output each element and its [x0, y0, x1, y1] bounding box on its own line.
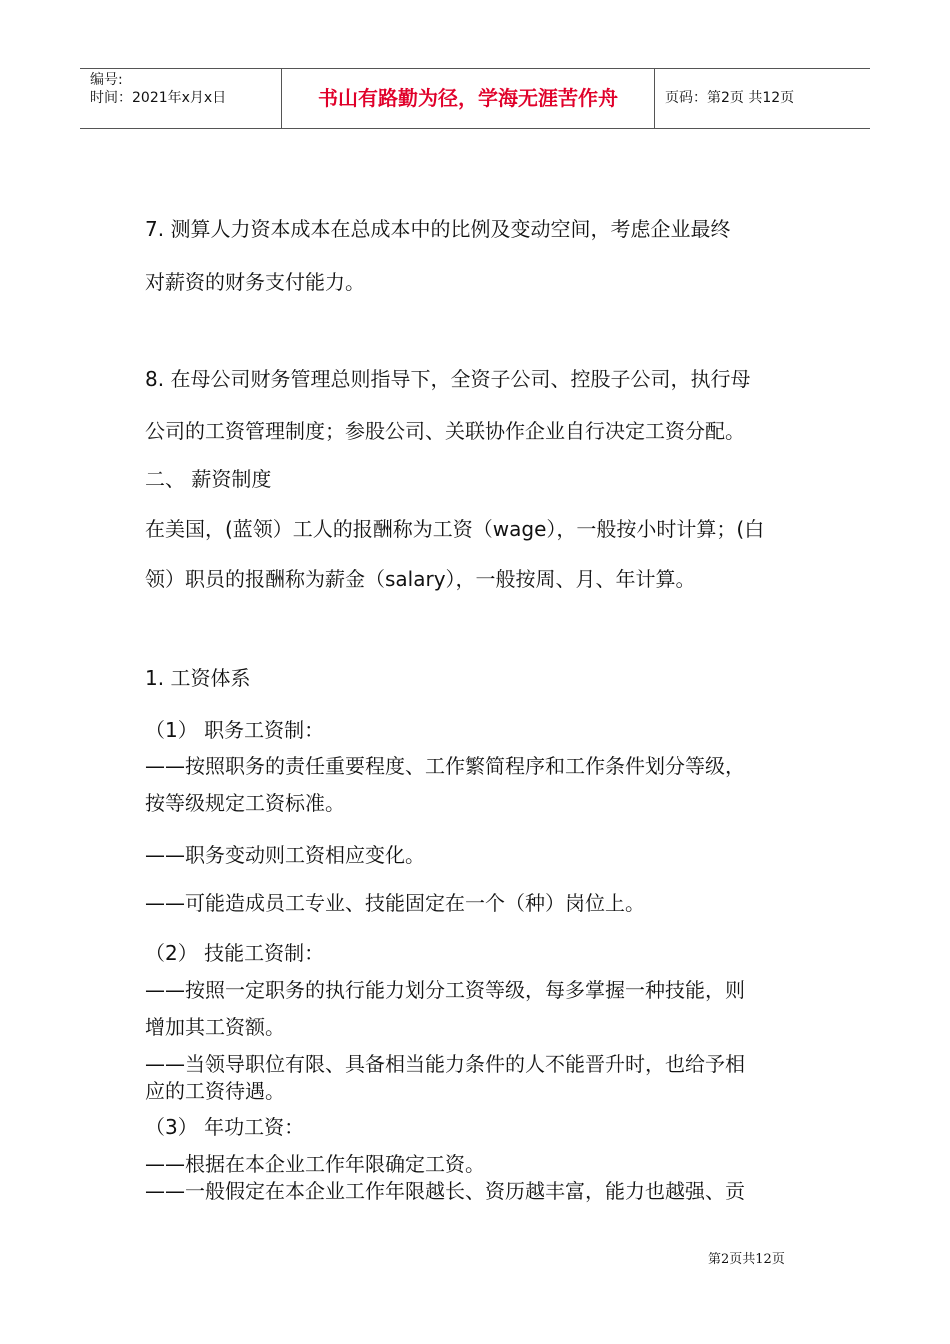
paragraph-line: 按等级规定工资标准。 — [145, 791, 345, 815]
document-date-label: 时间：2021年x月x日 — [90, 90, 227, 106]
paragraph-line: ——按照一定职务的执行能力划分工资等级，每多掌握一种技能，则 — [145, 978, 745, 1002]
paragraph-line: 应的工资待遇。 — [145, 1079, 285, 1103]
section-heading: 二、 薪资制度 — [145, 467, 272, 491]
paragraph-line: 在美国，(蓝领）工人的报酬称为工资（wage），一般按小时计算；(白 — [145, 517, 765, 541]
paragraph-line: ——可能造成员工专业、技能固定在一个（种）岗位上。 — [145, 891, 645, 915]
paragraph-line: 对薪资的财务支付能力。 — [145, 270, 365, 294]
paragraph-line: 8. 在母公司财务管理总则指导下，全资子公司、控股子公司，执行母 — [145, 367, 751, 391]
subsection-heading: 1. 工资体系 — [145, 666, 251, 690]
footer-page-number: 第2页共12页 — [708, 1252, 785, 1267]
header-divider — [654, 69, 655, 128]
item-heading: （3） 年功工资： — [145, 1115, 305, 1139]
paragraph-line: ——根据在本企业工作年限确定工资。 — [145, 1152, 485, 1176]
page-header — [80, 68, 870, 129]
paragraph-line: ——按照职务的责任重要程度、工作繁简程序和工作条件划分等级， — [145, 754, 745, 778]
header-meta — [90, 71, 280, 107]
item-heading: （2） 技能工资制： — [145, 941, 325, 965]
paragraph-line: 领）职员的报酬称为薪金（salary），一般按周、月、年计算。 — [145, 567, 696, 591]
paragraph-line: 增加其工资额。 — [145, 1015, 285, 1039]
document-number-label: 编号: — [90, 72, 123, 88]
header-motto: 书山有路勤为径，学海无涯苦作舟 — [318, 86, 618, 110]
header-page-number: 页码：第2页 共12页 — [665, 90, 795, 106]
paragraph-line: 公司的工资管理制度；参股公司、关联协作企业自行决定工资分配。 — [145, 419, 745, 443]
paragraph-line: 7. 测算人力资本成本在总成本中的比例及变动空间，考虑企业最终 — [145, 217, 731, 241]
paragraph-line: ——当领导职位有限、具备相当能力条件的人不能晋升时，也给予相 — [145, 1052, 745, 1076]
paragraph-line: ——一般假定在本企业工作年限越长、资历越丰富，能力也越强、贡 — [145, 1179, 745, 1203]
paragraph-line: ——职务变动则工资相应变化。 — [145, 843, 425, 867]
item-heading: （1） 职务工资制： — [145, 718, 325, 742]
